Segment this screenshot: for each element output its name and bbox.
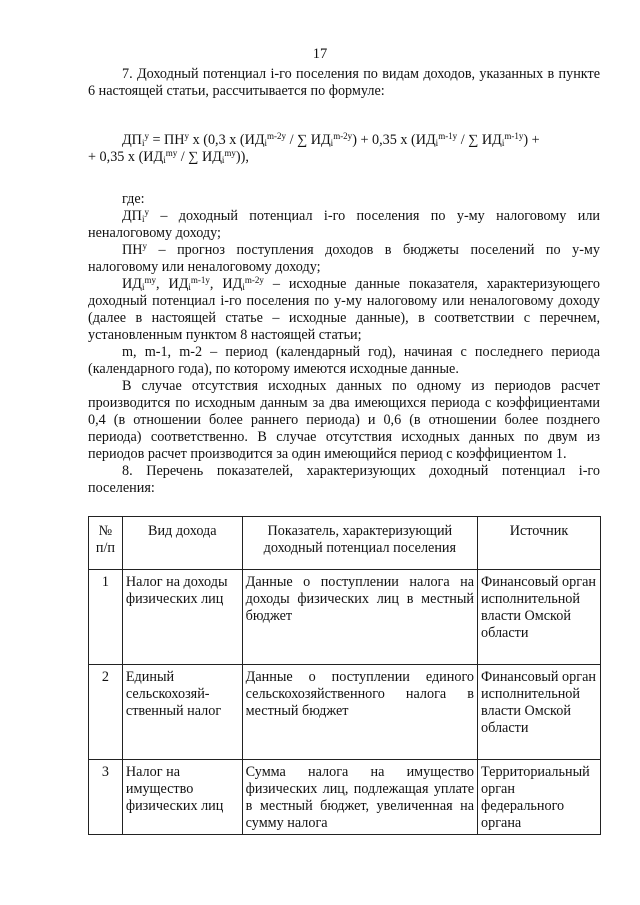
def-id: $ИД_i^{my}$, $ИД_i^{m-1y}$, $ИД_i^{m-2y}$ – исходные данные показателя, характеризующего доходный потенциал i-го поселения по y-му налоговому или неналоговому доходу (далее в настоящей статье – исходные данные), в соответствии с перечнем, установленным пунктом 8 настоящей статьи; (88, 275, 600, 343)
formula-dp: ДП (122, 132, 142, 148)
header-num: № п/п (89, 517, 123, 570)
table-header-row (89, 517, 601, 570)
row-indicator: Данные о поступлении налога на доходы физических лиц в местный бюджет (242, 570, 477, 665)
page-number: 17 (312, 46, 328, 62)
table-row (89, 760, 601, 835)
row-income-type: Налог на имущество физических лиц (122, 760, 242, 835)
absence-paragraph: В случае отсутствия исходных данных по одному из периодов расчет производится по исходным данным за два имеющихся периода с коэффициентами 0,4 (в отношении более раннего периода) и 0,6 (в отношении более позднего периода) соответственно. В случае отсутствия исходных данных по двум из периодов расчет производится за один имеющийся период с коэффициентом 1. (88, 378, 600, 462)
row-num: 2 (89, 665, 123, 760)
formula-line2: + 0,35 x ($ИД_i^{my}$ / ∑ $ИД_i^{my}$)), (88, 148, 249, 165)
indicators-table-wrapper (88, 516, 602, 848)
header-income-type: Вид дохода (122, 517, 242, 570)
def-dp: $ДП_i^y$ – доходный потенциал i-го поселения по y-му налоговому или неналоговому доходу; (88, 207, 600, 241)
header-source: Источник (478, 517, 601, 570)
where-label: где: (122, 191, 145, 207)
def-pn: $ПН^y$ – прогноз поступления доходов в бюджеты поселений по y-му налоговому или неналоговому доходу; (88, 241, 600, 275)
row-source: Финансовый орган исполнительной власти Омской области (478, 570, 601, 665)
header-indicator: Показатель, характеризующий доходный потенциал поселения (242, 517, 477, 570)
row-income-type: Налог на доходы физических лиц (122, 570, 242, 665)
row-num: 1 (89, 570, 123, 665)
indicators-table (88, 516, 601, 835)
row-source: Территориальный орган федерального органа (478, 760, 601, 835)
table-row (89, 665, 601, 760)
row-source: Финансовый орган исполнительной власти Омской области (478, 665, 601, 760)
def-m: m, m-1, m-2 – период (календарный год), начиная с последнего периода (календарного года), по которому имеются исходные данные. (88, 344, 600, 377)
row-num: 3 (89, 760, 123, 835)
document-body (88, 66, 600, 497)
table-row (89, 570, 601, 665)
row-income-type: Единый сельскохозяй-ственный налог (122, 665, 242, 760)
formula: $ДП_i^y = ПН^y$ x (0,3 x ($ИД_i^{m-2y}$ / ∑ $ИД_i^{m-2y}) + 0,35$ x ($ИД_i^{m-1y}$ / ∑ $ИД_i^{m-1y}$) + (122, 131, 540, 148)
row-indicator: Сумма налога на имущество физических лиц, подлежащая уплате в местный бюджет, увеличенная на сумму налога (242, 760, 477, 835)
item8-intro: 8. Перечень показателей, характеризующих доходный потенциал i-го поселения: (88, 463, 600, 496)
row-indicator: Данные о поступлении единого сельскохозяйственного налога в местный бюджет (242, 665, 477, 760)
item7-intro: 7. Доходный потенциал i-го поселения по видам доходов, указанных в пункте 6 настоящей статьи, рассчитывается по формуле: (88, 66, 600, 99)
